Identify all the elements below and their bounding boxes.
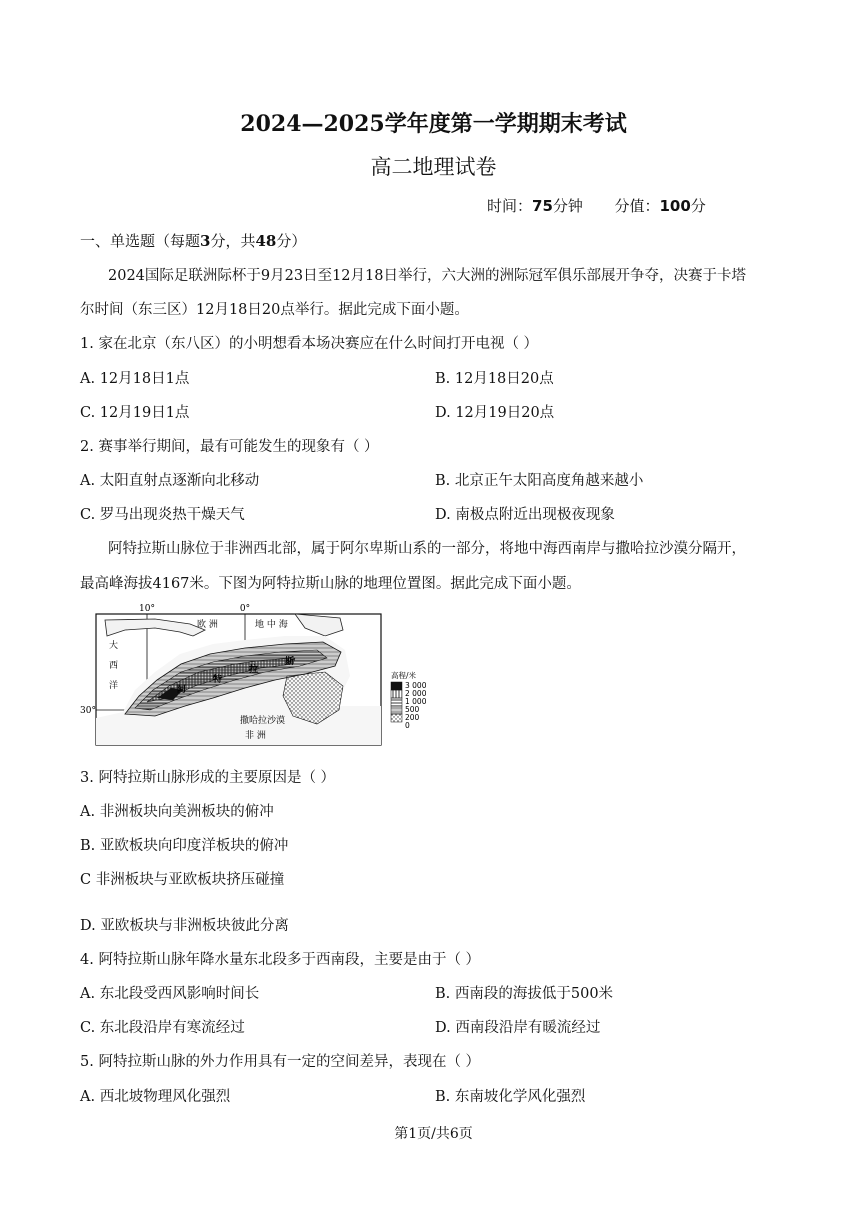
legend-label-0: 0 <box>405 721 410 730</box>
passage2-line1: 阿特拉斯山脉位于非洲西北部，属于阿尔卑斯山系的一部分，将地中海西南岸与撒哈拉沙漠分隔开， <box>108 541 746 557</box>
time-value: 75 <box>532 197 553 215</box>
q2-stem: 2. 赛事举行期间，最有可能发生的现象有（ ） <box>80 439 379 455</box>
q1-option-c[interactable]: C. 12月19日1点 <box>80 405 190 421</box>
exam-meta <box>487 195 706 216</box>
section-heading-prefix: 一、单选题（每题 <box>80 232 201 250</box>
q1-option-d[interactable]: D. 12月19日20点 <box>435 405 555 421</box>
legend-swatch-3000 <box>391 682 402 690</box>
label-atlantic-1: 大 <box>109 641 119 651</box>
page-number: 第1页/共6页 <box>394 1126 473 1142</box>
label-atlas-2: 特 <box>213 675 223 685</box>
q2-option-a[interactable]: A. 太阳直射点逐渐向北移动 <box>80 473 260 489</box>
passage2-line2: 最高峰海拔4167米。下图为阿特拉斯山脉的地理位置图。据此完成下面小题。 <box>80 576 581 592</box>
score-unit: 分 <box>690 197 706 215</box>
label-mediterranean: 地 中 海 <box>255 620 288 630</box>
exam-title: 2024—2025学年度第一学期期末考试 <box>240 111 627 137</box>
q3-option-a[interactable]: A. 非洲板块向美洲板块的俯冲 <box>80 804 274 820</box>
q4-stem: 4. 阿特拉斯山脉年降水量东北段多于西南段，主要是由于（ ） <box>80 952 481 968</box>
label-europe: 欧 洲 <box>197 620 218 630</box>
score-value: 100 <box>659 197 691 215</box>
legend-label-2000: 2 000 <box>405 689 427 698</box>
legend-label-3000: 3 000 <box>405 681 427 690</box>
label-lon-10w: 10° <box>139 604 155 614</box>
q1-option-b[interactable]: B. 12月18日20点 <box>435 371 554 387</box>
passage1-line2: 尔时间（东三区）12月18日20点举行。据此完成下面小题。 <box>80 302 469 318</box>
label-atlas-4: 斯 <box>285 657 295 667</box>
section-points-each: 3 <box>200 232 211 250</box>
section-points-total: 48 <box>255 232 277 250</box>
q3-option-c[interactable]: C 非洲板块与亚欧板块挤压碰撞 <box>80 872 285 888</box>
q2-option-d[interactable]: D. 南极点附近出现极夜现象 <box>435 507 615 523</box>
section-heading <box>80 230 306 251</box>
section-heading-suffix: 分） <box>276 232 307 250</box>
legend-label-1000: 1 000 <box>405 697 427 706</box>
q2-option-c[interactable]: C. 罗马出现炎热干燥天气 <box>80 507 245 523</box>
legend-swatch-2000 <box>391 690 402 698</box>
atlas-map-svg <box>80 604 440 746</box>
legend-swatch-200 <box>391 714 402 722</box>
label-atlantic-3: 洋 <box>109 681 119 691</box>
label-atlas-3: 拉 <box>249 665 259 675</box>
q5-stem: 5. 阿特拉斯山脉的外力作用具有一定的空间差异，表现在（ ） <box>80 1054 481 1070</box>
q4-option-c[interactable]: C. 东北段沿岸有寒流经过 <box>80 1020 245 1036</box>
q3-option-d[interactable]: D. 亚欧板块与非洲板块彼此分离 <box>80 918 289 934</box>
legend-label-200: 200 <box>405 713 420 722</box>
elevation-legend <box>391 670 427 730</box>
label-sahara: 撒哈拉沙漠 <box>240 716 286 726</box>
time-unit: 分钟 <box>552 197 583 215</box>
legend-swatch-1000 <box>391 698 402 706</box>
q3-option-b[interactable]: B. 亚欧板块向印度洋板块的俯冲 <box>80 838 289 854</box>
q5-option-b[interactable]: B. 东南坡化学风化强烈 <box>435 1089 586 1105</box>
label-atlantic-2: 西 <box>109 661 119 671</box>
q5-option-a[interactable]: A. 西北坡物理风化强烈 <box>80 1089 231 1105</box>
q4-option-d[interactable]: D. 西南段沿岸有暖流经过 <box>435 1020 601 1036</box>
label-africa: 非 洲 <box>245 731 266 741</box>
legend-title: 高程/米 <box>391 671 417 680</box>
legend-swatch-500 <box>391 706 402 714</box>
atlas-map-figure <box>80 604 440 746</box>
q3-stem: 3. 阿特拉斯山脉形成的主要原因是（ ） <box>80 770 336 786</box>
label-atlas-1: 阿 <box>177 685 187 695</box>
passage1-line1: 2024国际足联洲际杯于9月23日至12月18日举行，六大洲的洲际冠军俱乐部展开争夺，决赛于卡塔 <box>108 268 746 284</box>
label-lat-30n: 30° <box>80 706 96 716</box>
label-lon-0: 0° <box>239 604 251 614</box>
q1-stem: 1. 家在北京（东八区）的小明想看本场决赛应在什么时间打开电视（ ） <box>80 336 539 352</box>
exam-subtitle: 高二地理试卷 <box>370 155 497 179</box>
score-label: 分值： <box>614 197 660 215</box>
section-heading-mid: 分，共 <box>210 232 256 250</box>
q4-option-a[interactable]: A. 东北段受西风影响时间长 <box>80 986 260 1002</box>
q2-option-b[interactable]: B. 北京正午太阳高度角越来越小 <box>435 473 644 489</box>
q1-option-a[interactable]: A. 12月18日1点 <box>80 371 190 387</box>
legend-label-500: 500 <box>405 705 420 714</box>
time-label: 时间： <box>487 197 533 215</box>
q4-option-b[interactable]: B. 西南段的海拔低于500米 <box>435 986 614 1002</box>
